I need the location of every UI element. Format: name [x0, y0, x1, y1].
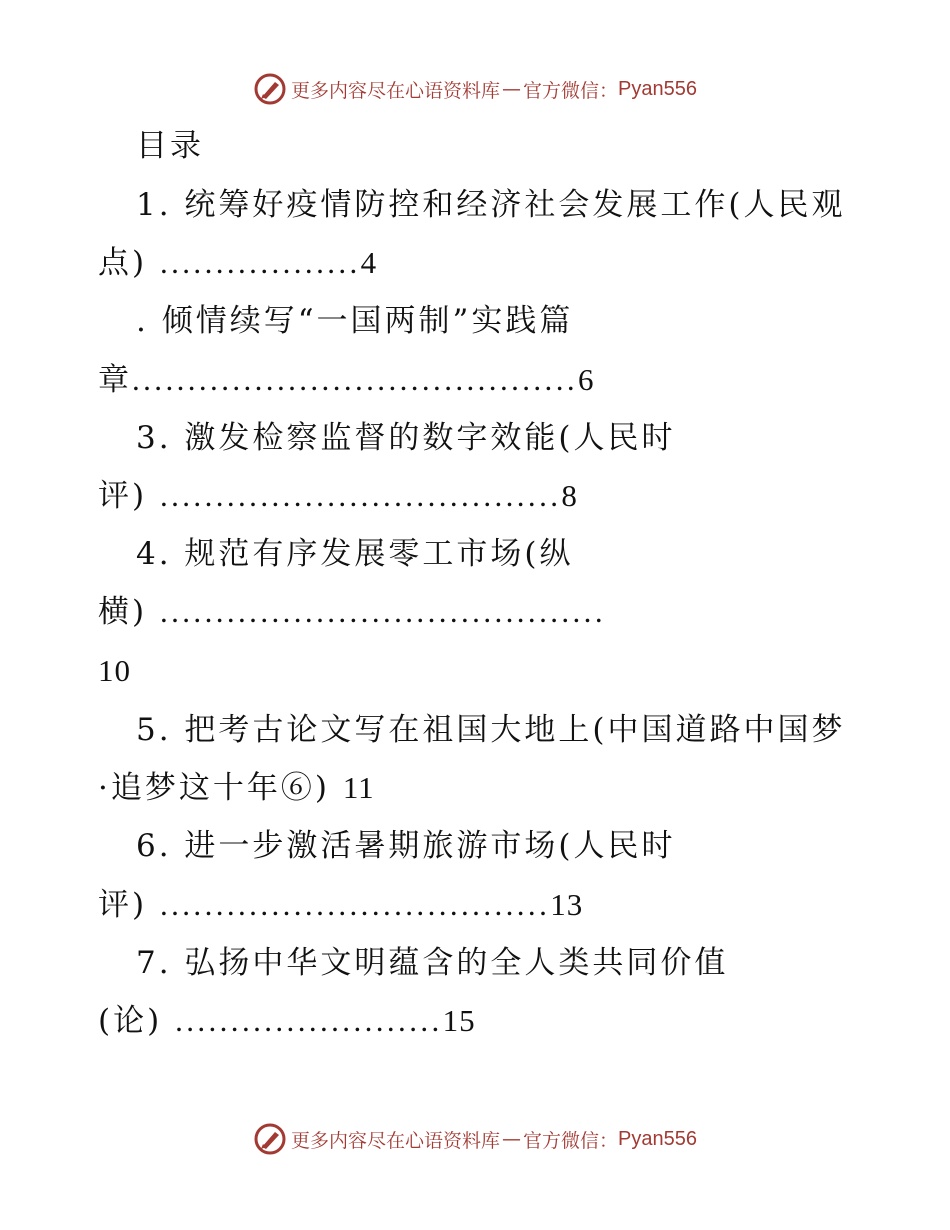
pen-logo-icon [253, 72, 287, 106]
toc-entry-5-line2 [98, 768, 375, 808]
toc-entry-7-line2 [98, 1001, 476, 1041]
toc-entry-label: (论) [98, 1003, 163, 1039]
toc-entry-3-line1: 3. 激发检察监督的数字效能(人民时 [136, 420, 676, 456]
toc-page-number: 15 [442, 1003, 476, 1038]
toc-entry-label: ·追梦这十年⑥) [98, 770, 330, 806]
toc-leader-dots: ................................... [159, 887, 551, 922]
toc-entry-label: 横) [98, 594, 148, 630]
toc-page-number: 13 [550, 887, 584, 922]
toc-entry-7-line1: 7. 弘扬中华文明蕴含的全人类共同价值 [136, 945, 729, 981]
banner-dash: — [502, 78, 522, 100]
toc-entry-label: 章 [98, 362, 132, 398]
toc-leader-dots: .................................... [159, 478, 562, 513]
toc-entry-3-line2 [98, 476, 578, 516]
banner-dash: — [502, 1128, 522, 1150]
toc-entry-label: 评) [98, 478, 148, 514]
toc-leader-dots: ........................ [175, 1003, 443, 1038]
footer-banner [0, 1122, 950, 1156]
toc-entry-5-line1: 5. 把考古论文写在祖国大地上(中国道路中国梦 [136, 712, 846, 748]
banner-suffix: 官方微信： [523, 1129, 619, 1152]
toc-entry-1-line1: 1. 统筹好疫情防控和经济社会发展工作(人民观 [136, 187, 846, 223]
toc-entry-label: 点) [98, 245, 148, 281]
toc-entry-4-line1: 4. 规范有序发展零工市场(纵 [136, 536, 574, 572]
toc-leader-dots: ........................................ [159, 594, 606, 629]
toc-entry-2-line2 [98, 360, 595, 400]
toc-page-number: 6 [578, 362, 595, 397]
banner-brand: Pyan556 [618, 77, 697, 100]
toc-page-number: 4 [360, 245, 378, 280]
toc-entry-2-line1: . 倾情续写“一国两制”实践篇 [136, 303, 574, 339]
banner-brand: Pyan556 [618, 1127, 697, 1150]
banner-text: 更多内容尽在心语资料库 [291, 79, 501, 102]
toc-leader-dots: .................. [159, 245, 361, 280]
banner-suffix: 官方微信： [523, 79, 619, 102]
toc-entry-label: 评) [98, 887, 148, 923]
toc-entry-1-line2 [98, 243, 377, 283]
pen-logo-icon [253, 1122, 287, 1156]
toc-entry-4-line2 [98, 592, 606, 632]
toc-entry-6-line2 [98, 885, 583, 925]
header-banner [0, 72, 950, 106]
toc-page-number: 10 [98, 653, 131, 688]
toc-entry-6-line1: 6. 进一步激活暑期旅游市场(人民时 [136, 828, 676, 864]
toc-page-number: 11 [342, 770, 375, 805]
toc-page-number: 8 [561, 478, 578, 513]
banner-text: 更多内容尽在心语资料库 [291, 1129, 501, 1152]
toc-leader-dots: ........................................ [132, 362, 578, 397]
toc-title: 目录 [136, 128, 204, 164]
